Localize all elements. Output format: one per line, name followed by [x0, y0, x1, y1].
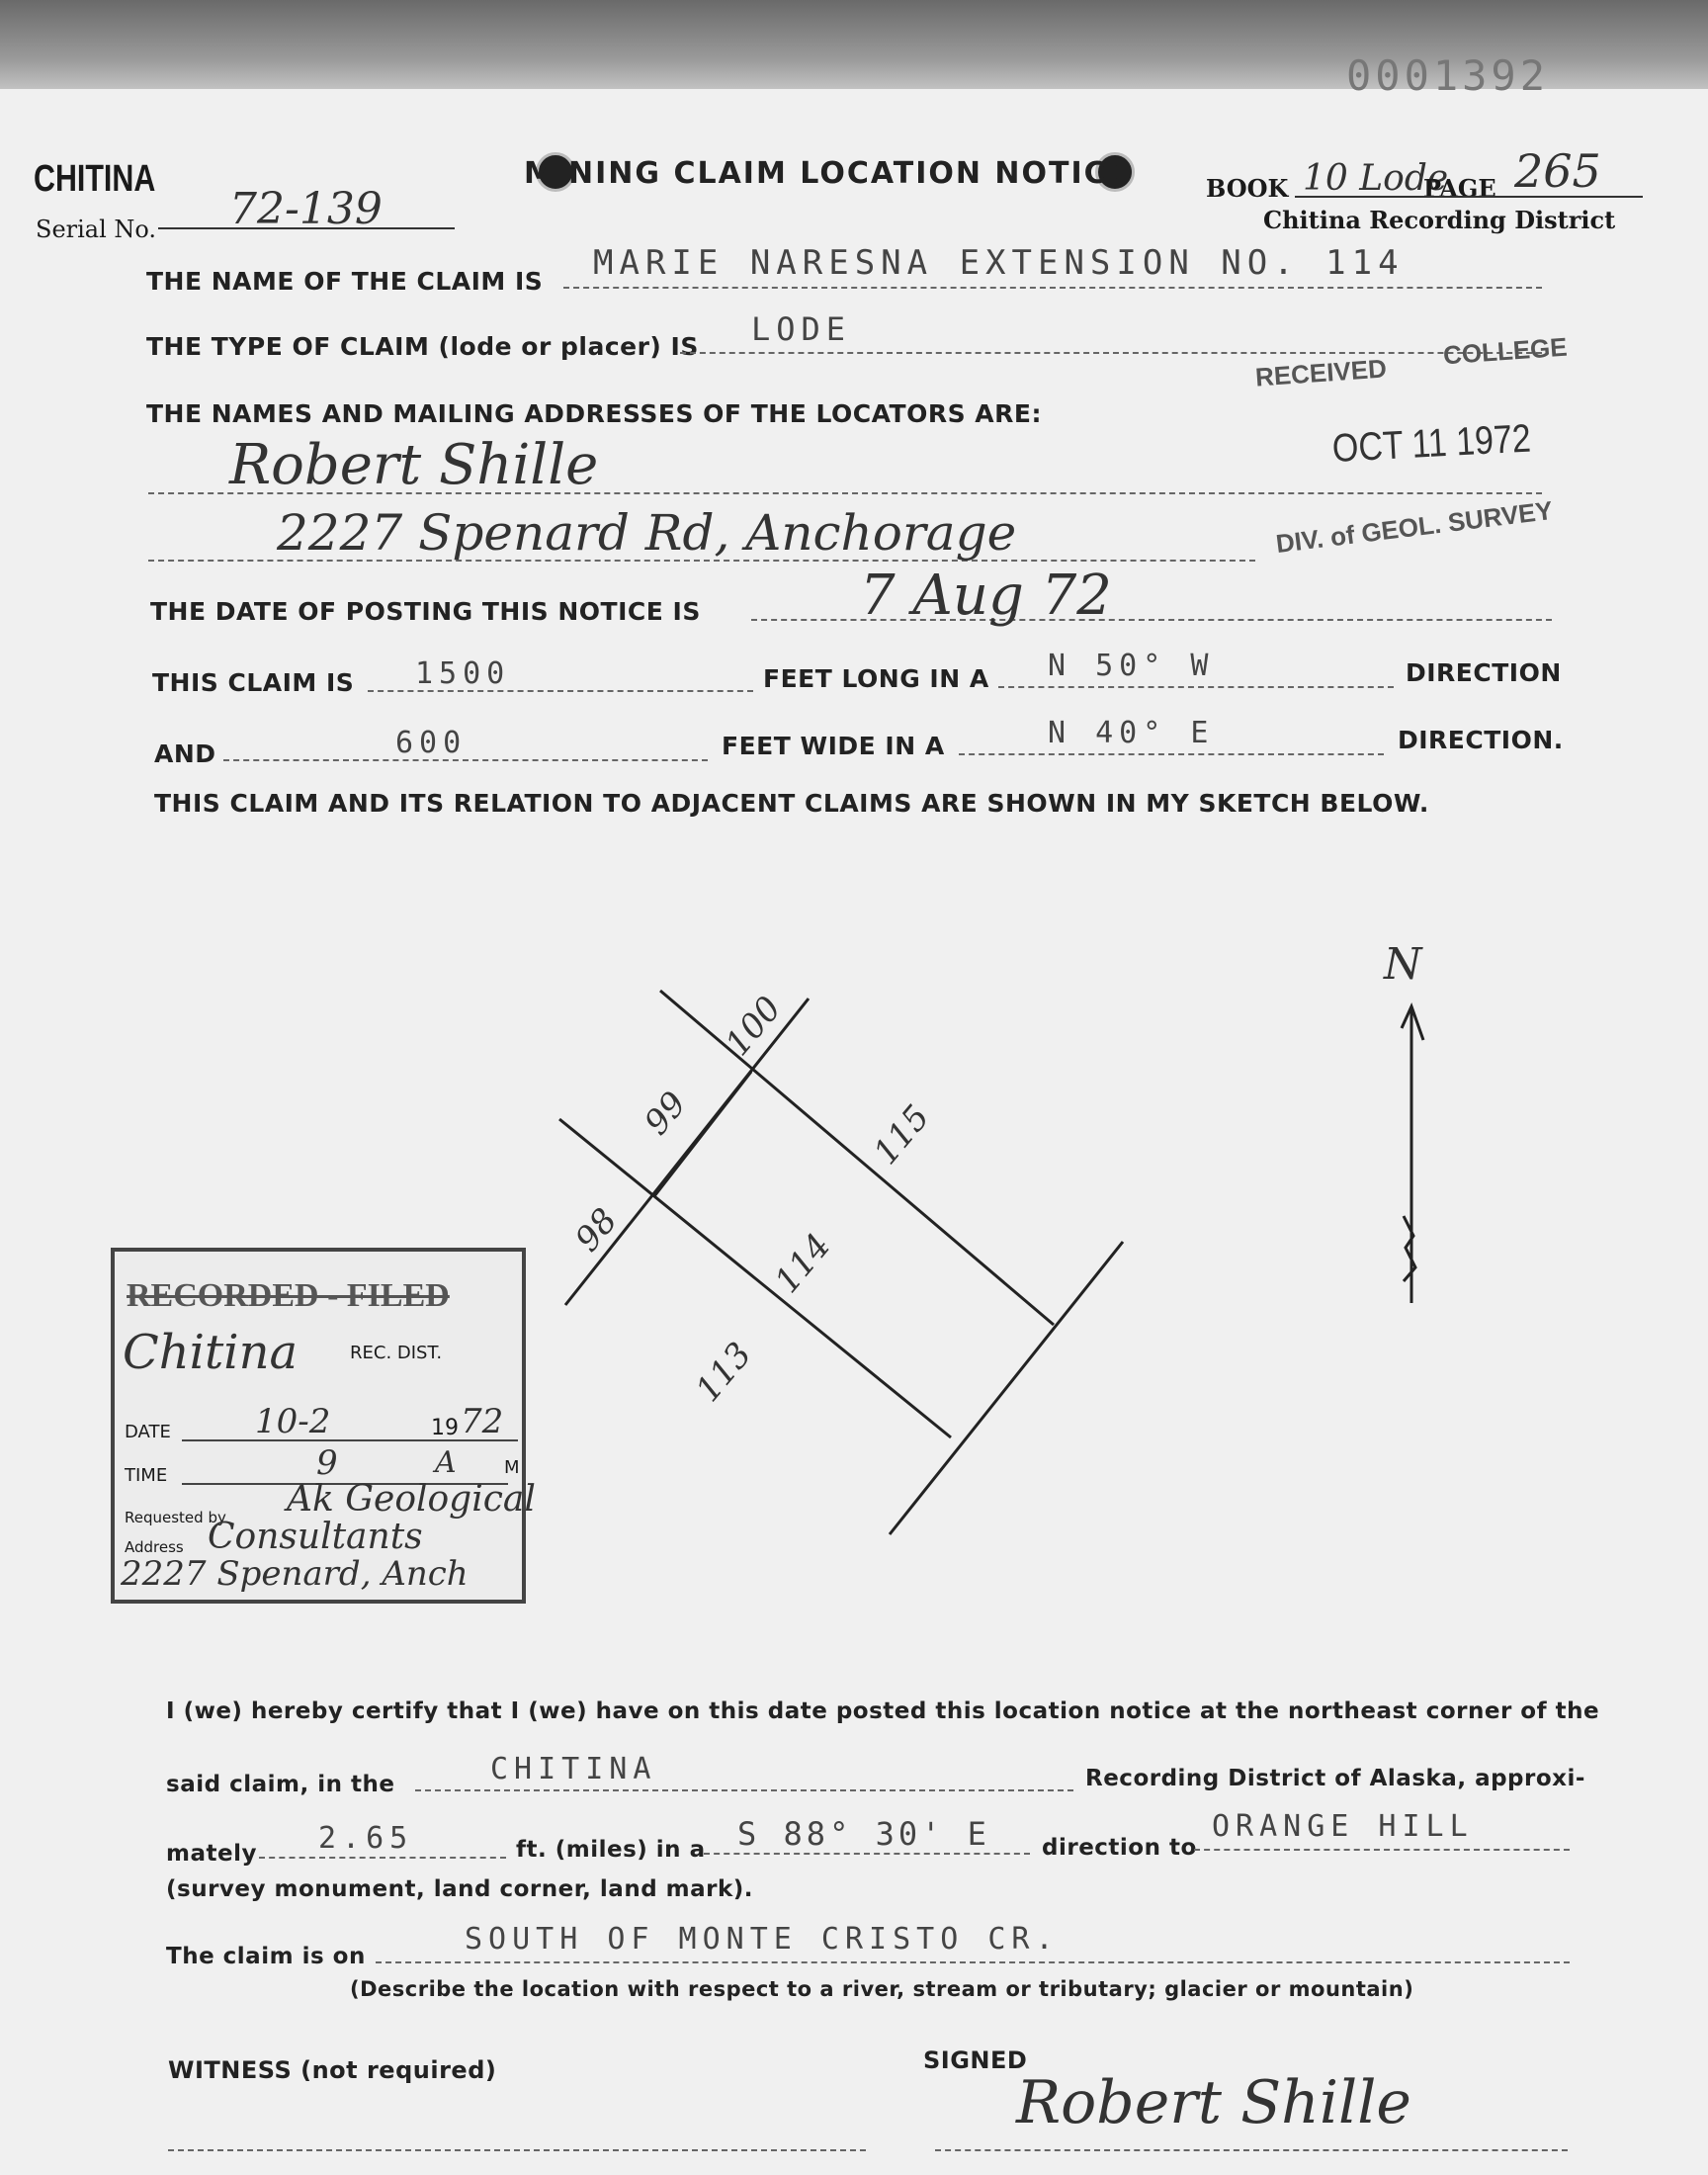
claim-label-99: 99	[637, 1084, 695, 1143]
certify-distance-line	[259, 1857, 506, 1859]
claim-boundary-ne	[660, 991, 1054, 1325]
recorded-date-label: DATE	[125, 1422, 171, 1442]
describe-note: (Describe the location with respect to a river, stream or tributary; glacier or mountain)	[350, 1977, 1414, 2001]
document-number: 0001392	[1346, 51, 1550, 100]
length-value: 1500	[415, 656, 511, 691]
posting-label: THE DATE OF POSTING THIS NOTICE IS	[150, 597, 701, 626]
certify-landmark-line	[1194, 1849, 1570, 1851]
recorded-time: 9	[316, 1443, 338, 1483]
recorded-time-label: TIME	[125, 1465, 168, 1486]
claim-name-value: MARIE NARESNA EXTENSION NO. 114	[593, 243, 1405, 283]
certify-district-value: CHITINA	[490, 1752, 657, 1786]
width-value: 600	[395, 726, 468, 760]
serial-value: 72-139	[229, 184, 383, 234]
claim-on-label: The claim is on	[166, 1944, 366, 1969]
notice-title: MINING CLAIM LOCATION NOTICE	[524, 156, 1131, 191]
recorded-date: 10-2	[255, 1402, 331, 1441]
claim-label-113: 113	[688, 1335, 760, 1410]
book-value: 10 Lode	[1303, 158, 1449, 199]
recorded-year-prefix: 19	[431, 1416, 459, 1440]
certify-bearing-line	[704, 1853, 1030, 1855]
page-value: 265	[1514, 144, 1601, 198]
certify-distance: 2.65	[318, 1821, 414, 1856]
recorded-requested: Ak Geological	[287, 1479, 536, 1520]
received-stamp-line2: COLLEGE	[1442, 331, 1569, 371]
width-direction: N 40° E	[1048, 716, 1215, 750]
signed-label: SIGNED	[923, 2046, 1028, 2074]
recorded-ampm: A	[435, 1445, 457, 1480]
recorded-address1: Consultants	[208, 1517, 423, 1557]
signature: Robert Shille	[1016, 2068, 1411, 2137]
length-middle: FEET LONG IN A	[763, 664, 989, 693]
certify-said-claim: said claim, in the	[166, 1772, 395, 1797]
north-arrow-feather	[1404, 1216, 1415, 1281]
witness-label: WITNESS (not required)	[168, 2056, 497, 2084]
recording-district: Chitina Recording District	[1263, 206, 1616, 234]
locator-name: Robert Shille	[229, 433, 599, 497]
claim-on-line	[376, 1961, 1570, 1963]
width-prefix: AND	[154, 740, 216, 768]
claim-name-label: THE NAME OF THE CLAIM IS	[146, 267, 544, 296]
sketch-lines	[559, 991, 1423, 1534]
district-corner-label: CHITINA	[34, 158, 156, 200]
recorded-district-label: REC. DIST.	[350, 1343, 443, 1363]
length-prefix: THIS CLAIM IS	[152, 668, 355, 697]
certify-district-line	[415, 1789, 1073, 1791]
book-label: BOOK	[1206, 174, 1289, 203]
posting-value: 7 Aug 72	[860, 564, 1112, 628]
width-suffix: DIRECTION.	[1398, 726, 1564, 754]
certify-landmark: ORANGE HILL	[1212, 1809, 1474, 1844]
signature-line	[935, 2149, 1568, 2151]
recorded-m: M	[504, 1457, 520, 1478]
claim-label-98: 98	[567, 1200, 626, 1260]
certify-district-suffix: Recording District of Alaska, approxi-	[1085, 1766, 1585, 1791]
certify-monument-note: (survey monument, land corner, land mark).	[166, 1876, 754, 1902]
recorded-district: Chitina	[123, 1325, 299, 1380]
page-label: PAGE	[1423, 174, 1496, 203]
received-stamp-line1: RECEIVED	[1254, 353, 1388, 392]
claim-type-label: THE TYPE OF CLAIM (lode or placer) IS	[146, 332, 699, 361]
received-stamp-line3: DIV. of GEOL. SURVEY	[1274, 494, 1555, 560]
length-direction: N 50° W	[1048, 649, 1215, 683]
claim-label-115: 115	[866, 1097, 938, 1173]
certify-line1: I (we) hereby certify that I (we) have on this date posted this location notice at the northeast corner of the	[166, 1698, 1600, 1724]
received-stamp-date: OCT 11 1972	[1330, 416, 1532, 471]
length-suffix: DIRECTION	[1406, 658, 1562, 687]
locators-label: THE NAMES AND MAILING ADDRESSES OF THE LOCATORS ARE:	[146, 399, 1042, 428]
recorded-address2: 2227 Spenard, Anch	[121, 1554, 469, 1594]
certify-units: ft. (miles) in a	[516, 1837, 706, 1863]
witness-line	[168, 2149, 866, 2151]
sketch-label: THIS CLAIM AND ITS RELATION TO ADJACENT CLAIMS ARE SHOWN IN MY SKETCH BELOW.	[154, 789, 1429, 818]
certify-bearing: S 88° 30' E	[737, 1815, 990, 1853]
serial-label: Serial No.	[36, 216, 157, 243]
north-label: N	[1384, 939, 1422, 990]
certify-mately: mately	[166, 1841, 257, 1867]
recorded-year: 72	[461, 1402, 504, 1441]
recorded-title: RECORDED - FILED	[127, 1277, 450, 1314]
recorded-address-label: Address	[125, 1538, 184, 1556]
claim-type-value: LODE	[751, 310, 852, 348]
claim-label-114: 114	[767, 1226, 839, 1301]
claim-on-value: SOUTH OF MONTE CRISTO CR.	[465, 1922, 1060, 1957]
locator-address: 2227 Spenard Rd, Anchorage	[277, 504, 1017, 562]
claim-label-100: 100	[718, 989, 790, 1064]
certify-direction-to: direction to	[1042, 1835, 1197, 1861]
width-middle: FEET WIDE IN A	[722, 732, 945, 760]
recorded-requested-label: Requested by	[125, 1509, 226, 1526]
